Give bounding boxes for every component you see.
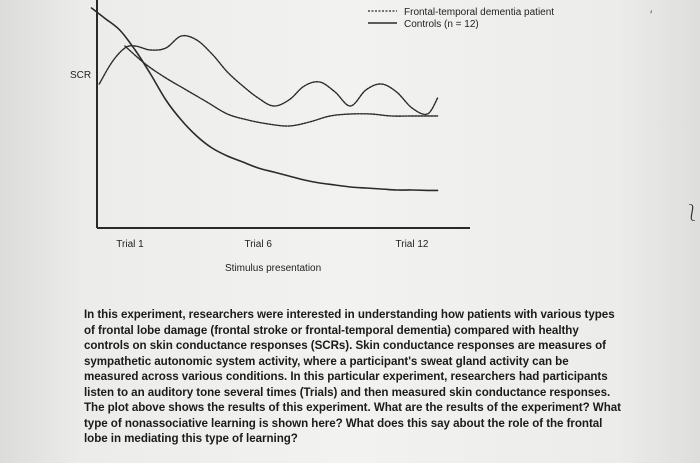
series-line-0 xyxy=(99,36,437,115)
question-text: In this experiment, researchers were interested in understanding how patients with various types of frontal lobe damage (frontal stroke or frontal-temporal dementia) compared with healthy controls on skin conductance responses (SCRs). Skin conductance responses are measures of sympathetic autonomic system activity, where a participant's sweat gland activity can be measured across various conditions. In this particular experiment, researchers had participants listen to an auditory tone several times (Trials) and then measured skin conductance responses. The plot above shows the results of this experiment. What are the results of the experiment? What type of nonassociative learning is shown here? What does this say about the role of the frontal lobe in mediating this type of learning? xyxy=(84,308,621,445)
legend-label-controls: Controls (n = 12) xyxy=(404,19,479,30)
x-tick-label: Trial 6 xyxy=(244,239,272,250)
legend-label-patient: Frontal-temporal dementia patient xyxy=(404,7,555,18)
x-axis-label: Stimulus presentation xyxy=(225,263,322,274)
axes xyxy=(97,0,470,228)
edge-mark: ⎱ xyxy=(684,205,700,222)
x-tick-labels xyxy=(116,239,429,250)
edge-tick: ′ xyxy=(650,8,653,22)
y-axis-label: SCR xyxy=(70,70,92,81)
legend xyxy=(368,7,554,30)
series-line-1 xyxy=(125,46,438,126)
series-layer xyxy=(92,8,438,190)
x-tick-label: Trial 12 xyxy=(395,239,429,250)
series-line-2 xyxy=(92,8,438,190)
x-tick-label: Trial 1 xyxy=(116,239,144,250)
